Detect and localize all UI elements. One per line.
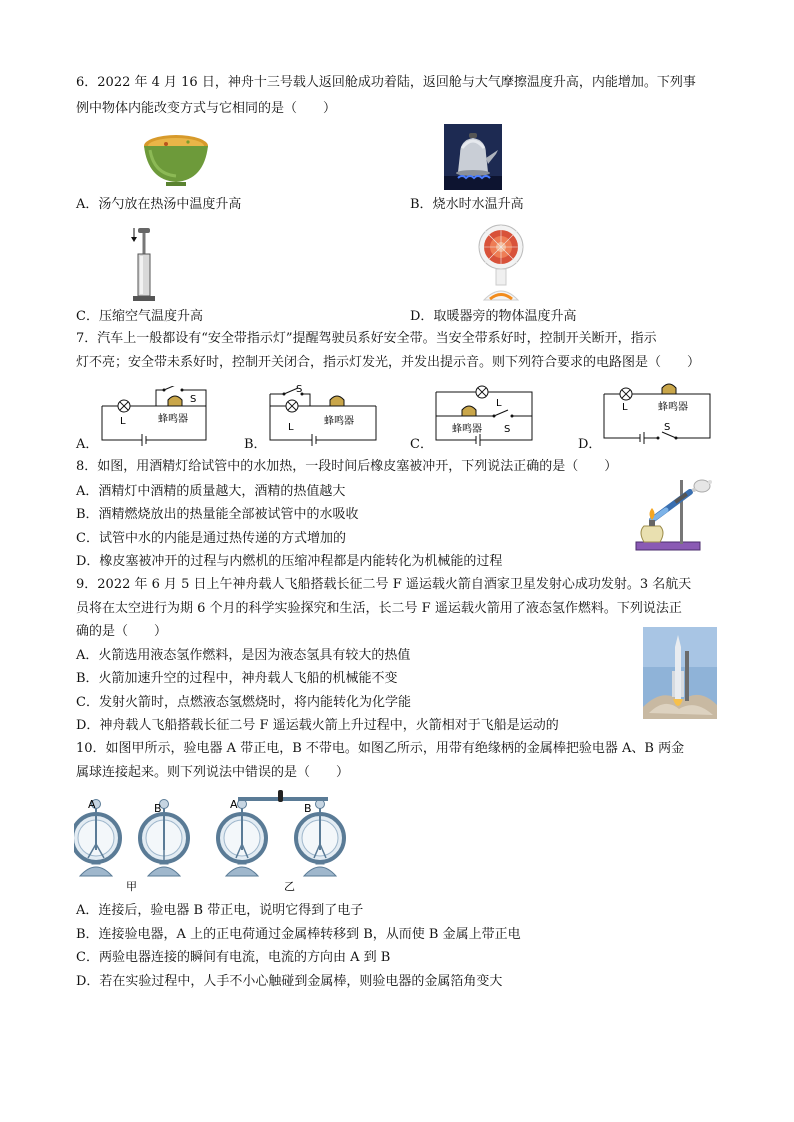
label-a-jia: A: [88, 798, 96, 811]
buzzer-label: 蜂鸣器: [658, 402, 688, 413]
electroscope-a-jia: [74, 800, 120, 877]
q8-option-b: B．酒精燃烧放出的热量能全部被试管中的水吸收: [76, 507, 359, 522]
air-compression-syringe-image: [126, 224, 160, 304]
switch-label: S: [190, 394, 197, 405]
q10-option-b: B．连接验电器，A 上的正电荷通过金属棒转移到 B，从而使 B 金属上带正电: [76, 927, 521, 942]
q7-stem-line1: 7．汽车上一般都设有“安全带指示灯”提醒驾驶员系好安全带。当安全带系好时，控制开关断开，指示: [76, 331, 657, 346]
q9-stem-line1: 9．2022 年 6 月 5 日上午神舟载人飞船搭载长征二号 F 遥运载火箭自酒家卫星发射心成功发射。3 名航天: [76, 577, 692, 592]
electroscope-figure: [74, 786, 364, 896]
q9-option-c: C．发射火箭时，点燃液态氢燃烧时，将内能转化为化学能: [76, 695, 411, 710]
buzzer-label: 蜂鸣器: [158, 414, 188, 425]
space-heater-image: [476, 222, 526, 304]
q10-stem-line1: 10．如图甲所示，验电器 A 带正电，B 不带电。如图乙所示，用带有绝缘柄的金属棒把验电器 A、B 两金: [76, 741, 685, 756]
soup-bowl-image: [140, 128, 212, 190]
q9-stem-line2: 员将在太空进行为期 6 个月的科学实验探究和生活，长二号 F 遥运载火箭用了液态氢作燃料。下列说法正: [76, 601, 682, 616]
q10-stem-line2: 属球连接起来。则下列说法中错误的是（ ）: [76, 765, 350, 780]
switch-label: S: [296, 384, 303, 395]
label-b-jia: B: [154, 802, 162, 815]
q8-option-c: C．试管中水的内能是通过热传递的方式增加的: [76, 531, 346, 546]
q6-option-a: A．汤勺放在热汤中温度升高: [76, 197, 242, 212]
electroscope-a-yi: [218, 800, 266, 877]
lamp-label: L: [288, 422, 294, 433]
q7-stem-line2: 灯不亮；安全带未系好时，控制开关闭合，指示灯发光，并发出提示音。则下列符合要求的电路图是（ ）: [76, 355, 701, 370]
q7-option-d: D．: [578, 437, 602, 452]
circuit-diagram-b: [266, 384, 382, 446]
q9-option-a: A．火箭选用液态氢作燃料，是因为液态氢具有较大的热值: [76, 648, 411, 663]
q8-stem: 8．如图，用酒精灯给试管中的水加热，一段时间后橡皮塞被冲开，下列说法正确的是（ ）: [76, 459, 618, 474]
switch-label: S: [664, 422, 671, 433]
buzzer-label: 蜂鸣器: [324, 416, 354, 427]
label-yi: 乙: [284, 880, 295, 893]
q6-stem-line2: 例中物体内能改变方式与它相同的是（ ）: [76, 101, 337, 116]
q10-option-c: C．两验电器连接的瞬间有电流，电流的方向由 A 到 B: [76, 950, 391, 965]
insulated-handle: [278, 790, 283, 802]
lamp-label: L: [622, 402, 628, 413]
kettle-on-stove-image: [444, 124, 502, 190]
lamp-label: L: [496, 398, 502, 409]
q8-option-a: A．酒精灯中酒精的质量越大，酒精的热值越大: [76, 484, 346, 499]
q7-option-c: C．: [410, 437, 433, 452]
circuit-diagram-d: [600, 380, 716, 446]
electroscope-b-jia: [140, 800, 188, 877]
circuit-diagram-c: [432, 384, 536, 446]
label-b-yi: B: [304, 802, 312, 815]
rocket-launch-image: [643, 627, 717, 719]
q10-option-d: D．若在实验过程中，人手不小心触碰到金属棒，则验电器的金属箔角变大: [76, 974, 503, 989]
q6-stem-line1: 6．2022 年 4 月 16 日，神舟十三号载人返回舱成功着陆，返回舱与大气摩擦温度升高，内能增加。下列事: [76, 75, 696, 90]
q6-option-b: B．烧水时水温升高: [410, 197, 524, 212]
lamp-label: L: [120, 416, 126, 427]
buzzer-label: 蜂鸣器: [452, 424, 482, 435]
q7-option-a: A．: [76, 437, 99, 452]
label-a-yi: A: [230, 798, 238, 811]
test-tube-heating-image: [634, 476, 718, 554]
q9-option-b: B．火箭加速升空的过程中，神舟载人飞船的机械能不变: [76, 671, 398, 686]
q8-option-d: D．橡皮塞被冲开的过程与内燃机的压缩冲程都是内能转化为机械能的过程: [76, 554, 503, 569]
q7-option-b: B．: [244, 437, 267, 452]
q9-option-d: D．神舟载人飞船搭载长征二号 F 遥运载火箭上升过程中，火箭相对于飞船是运动的: [76, 718, 559, 733]
q9-stem-line3: 确的是（ ）: [76, 624, 168, 639]
label-jia: 甲: [126, 880, 137, 893]
q6-option-c: C．压缩空气温度升高: [76, 309, 203, 324]
switch-label: S: [504, 424, 511, 435]
circuit-diagram-a: [98, 386, 210, 446]
q6-option-d: D．取暖器旁的物体温度升高: [410, 309, 577, 324]
q10-option-a: A．连接后，验电器 B 带正电，说明它得到了电子: [76, 903, 364, 918]
